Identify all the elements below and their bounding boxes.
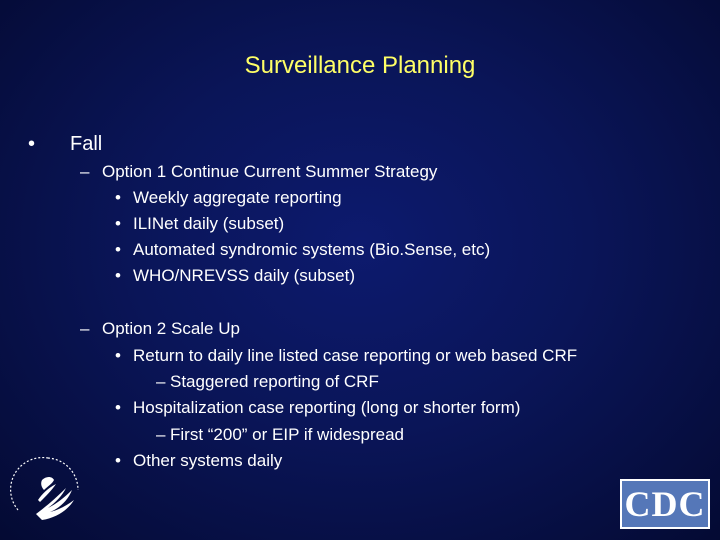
bullet-line [156, 372, 379, 392]
slide-title: Surveillance Planning [244, 52, 476, 79]
bullet-text: ILINet daily (subset) [133, 214, 285, 233]
bullet-marker: – [80, 162, 90, 181]
bullet-line [115, 266, 355, 286]
bullet-marker: • [115, 266, 121, 285]
bullet-text: Automated syndromic systems (Bio.Sense, etc) [133, 240, 491, 259]
bullet-marker: • [115, 214, 121, 233]
bullet-marker: – [156, 425, 166, 444]
bullet-line [115, 398, 521, 418]
hhs-seal-logo [8, 450, 88, 530]
bullet-line [115, 188, 342, 208]
bullet-line [115, 240, 491, 260]
bullet-text: Hospitalization case reporting (long or shorter form) [133, 398, 521, 417]
bullet-text: Other systems daily [133, 451, 283, 470]
bullet-marker: • [115, 240, 121, 259]
cdc-logo-text: CDC [624, 484, 706, 524]
bullet-text: Option 1 Continue Current Summer Strategy [102, 162, 438, 181]
bullet-marker: • [28, 133, 36, 155]
bullet-text: Weekly aggregate reporting [133, 188, 342, 207]
bullet-marker: • [115, 188, 121, 207]
bullet-line [115, 451, 283, 471]
bullet-line [115, 346, 578, 366]
bullet-line [115, 214, 285, 234]
bullet-text: Return to daily line listed case reporting or web based CRF [133, 346, 578, 365]
bullet-text: Fall [70, 133, 103, 155]
bullet-marker: – [80, 319, 90, 338]
bullet-marker: • [115, 346, 121, 365]
bullet-text: Option 2 Scale Up [102, 319, 240, 338]
bullet-line [80, 319, 240, 339]
bullet-marker: – [156, 372, 166, 391]
bullet-marker: • [115, 398, 121, 417]
bullet-line [28, 133, 103, 156]
bullet-text: Staggered reporting of CRF [170, 372, 379, 391]
bullet-line [80, 162, 438, 182]
bullet-text: WHO/NREVSS daily (subset) [133, 266, 355, 285]
bullet-text: First “200” or EIP if widespread [170, 425, 404, 444]
cdc-logo [620, 479, 710, 529]
bullet-marker: • [115, 451, 121, 470]
bullet-line [156, 425, 404, 445]
